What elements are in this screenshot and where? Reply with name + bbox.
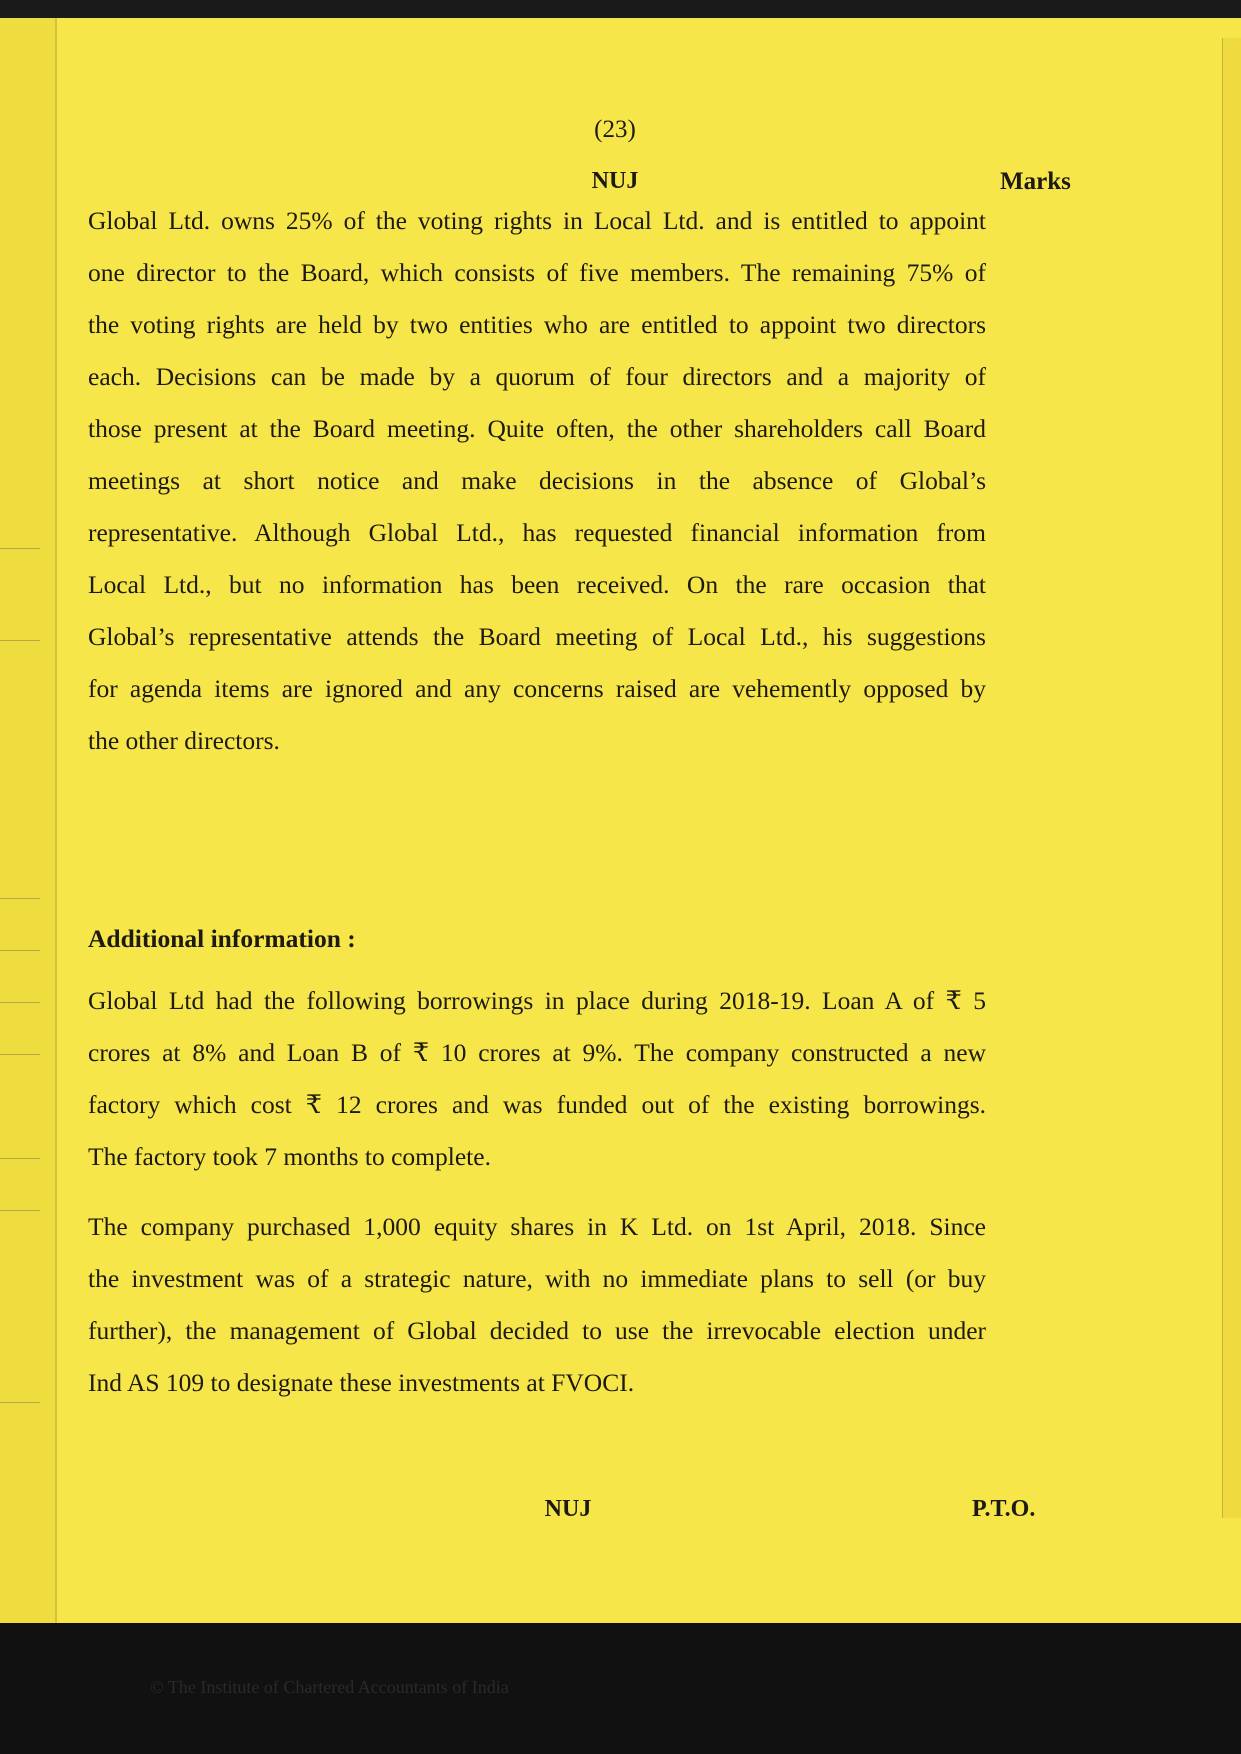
paper-code-top: NUJ bbox=[591, 168, 639, 194]
question-line: the other directors. bbox=[88, 726, 280, 755]
copyright-watermark: © The Institute of Chartered Accountants of India bbox=[150, 1677, 509, 1697]
paper-code-bottom: NUJ bbox=[544, 1496, 592, 1522]
investment-line: Ind AS 109 to designate these investments at FVOCI. bbox=[88, 1368, 635, 1397]
bleed-line bbox=[0, 1054, 40, 1055]
question-line: for agenda items are ignored and any concerns raised are vehemently opposed by bbox=[88, 674, 986, 703]
additional-information-heading: Additional information : bbox=[88, 924, 356, 953]
question-line: Global’s representative attends the Board meeting of Local Ltd., his suggestions bbox=[88, 622, 986, 651]
question-line: each. Decisions can be made by a quorum of four directors and a majority of bbox=[88, 362, 986, 391]
investment-line: The company purchased 1,000 equity shares in K Ltd. on 1st April, 2018. Since bbox=[88, 1212, 986, 1241]
investment-line: the investment was of a strategic nature, with no immediate plans to sell (or buy bbox=[88, 1264, 986, 1293]
borrowings-line: crores at 8% and Loan B of ₹ 10 crores at 9%. The company constructed a new bbox=[88, 1038, 986, 1067]
question-line: representative. Although Global Ltd., has requested financial information from bbox=[88, 518, 986, 547]
bleed-line bbox=[0, 898, 40, 899]
bleed-line bbox=[0, 950, 40, 951]
investment-line: further), the management of Global decided to use the irrevocable election under bbox=[88, 1316, 986, 1345]
question-line: one director to the Board, which consists of five members. The remaining 75% of bbox=[88, 258, 986, 287]
bleed-line bbox=[0, 548, 40, 549]
borrowings-line: The factory took 7 months to complete. bbox=[88, 1142, 491, 1171]
bleed-line bbox=[0, 1002, 40, 1003]
borrowings-line: Global Ltd had the following borrowings in place during 2018-19. Loan A of ₹ 5 bbox=[88, 986, 986, 1015]
please-turn-over-label: P.T.O. bbox=[972, 1496, 1036, 1522]
marks-column-label: Marks bbox=[1000, 168, 1071, 195]
question-paper-page bbox=[0, 18, 1241, 1623]
question-line: those present at the Board meeting. Quite often, the other shareholders call Board bbox=[88, 414, 986, 443]
right-page-edge bbox=[1222, 38, 1241, 1518]
bleed-line bbox=[0, 1210, 40, 1211]
question-line: the voting rights are held by two entities who are entitled to appoint two directors bbox=[88, 310, 986, 339]
bleed-line bbox=[0, 1402, 40, 1403]
borrowings-line: factory which cost ₹ 12 crores and was funded out of the existing borrowings. bbox=[88, 1090, 986, 1119]
left-page-bleed bbox=[0, 18, 57, 1623]
bleed-line bbox=[0, 1158, 40, 1159]
bleed-line bbox=[0, 640, 40, 641]
question-line: Local Ltd., but no information has been received. On the rare occasion that bbox=[88, 570, 986, 599]
question-line: Global Ltd. owns 25% of the voting rights in Local Ltd. and is entitled to appoint bbox=[88, 206, 986, 235]
question-line: meetings at short notice and make decisions in the absence of Global’s bbox=[88, 466, 986, 495]
page-number: (23) bbox=[594, 116, 636, 143]
